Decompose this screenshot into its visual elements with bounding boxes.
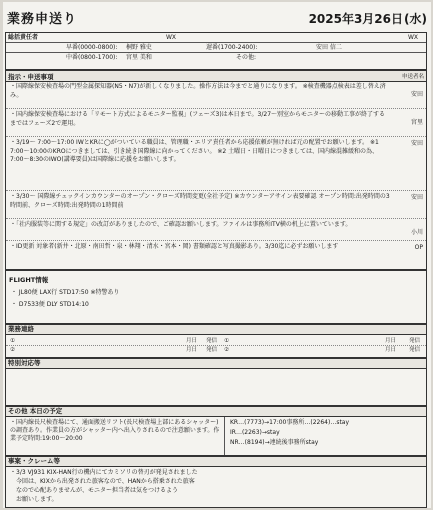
reporter-column-label: 申送者名: [401, 74, 424, 80]
document-title: 業務申送り: [7, 12, 78, 27]
flight-label: FLIGHT情報: [9, 276, 49, 284]
comms-date: 月日: [384, 347, 396, 353]
shift-late-name: 安田 信二: [316, 44, 342, 51]
instruction-item: [6, 83, 426, 109]
schedule-section: [5, 406, 427, 456]
comms-date: 月日: [384, 338, 396, 344]
claims-section: [5, 456, 427, 508]
shift-other: その他:: [236, 54, 257, 61]
schedule-label: その他 本日の予定: [6, 407, 426, 417]
instructions-section: [5, 70, 427, 270]
staff-assignment: NR…(8194)→連続後事務所stay: [230, 439, 319, 446]
comms-sender: 発信: [206, 347, 218, 353]
comms-sender: 発信: [408, 347, 420, 353]
staff-assignment: IR…(2263)→stay: [230, 429, 280, 436]
claims-line: 今回は、KIXから出発された旅客なので、HANから搭乗された旅客: [16, 478, 195, 485]
comms-number: ②: [10, 347, 15, 353]
shift-late: 遅番(1700-2400):: [206, 44, 258, 51]
schedule-divider: [224, 417, 225, 455]
special-label: 特別対応等: [6, 359, 426, 369]
instruction-reporter: 安田: [410, 91, 423, 98]
schedule-note: ・国内線長尺検査場にて、通面搬送リフト(長尺検査場上部にあるシャッター)の調査あり。作業員の方がシャッター内へ出入りされるので注意願います。作業予定時間:19:00〜20:00: [10, 419, 220, 442]
comms-date: 月日: [186, 347, 198, 353]
instruction-reporter: 小川: [410, 229, 423, 236]
instruction-text: ・国内線保安検査場における「リモート方式によるモニター監視」(フェーズ3)は本日まで。3/27〜別室からモニターの移動工事が終了するまではフェーズ2で運用。: [10, 111, 386, 127]
instruction-item: [6, 139, 426, 191]
day-of-week: (水): [404, 12, 427, 26]
instruction-item: [6, 111, 426, 137]
comms-row: [6, 337, 426, 346]
supervisor-header-row: [6, 33, 426, 43]
instruction-reporter: 宮里: [410, 119, 423, 126]
supervisor-row: [6, 43, 426, 53]
handover-sheet: [3, 2, 431, 508]
staff-assignment: KR…(7773)→17:00事務所…(2264)…stay: [230, 419, 350, 426]
flight-section: [5, 270, 427, 324]
shift-early-name: 桐野 雅史: [126, 44, 152, 51]
comms-number: ①: [10, 338, 15, 344]
comms-number: ①: [224, 338, 229, 344]
shift-middle: 中番(0800-1700):: [66, 54, 118, 61]
instruction-reporter: 安田: [410, 140, 423, 147]
comms-sender: 発信: [408, 338, 420, 344]
instructions-header: [6, 71, 426, 82]
claims-label: 事案・クレーム等: [6, 457, 426, 467]
comms-number: ②: [224, 347, 229, 353]
supervisor-row: [6, 53, 426, 62]
flight-row: ・ D7533便 DLY STD14:10: [11, 301, 89, 308]
comms-sender: 発信: [206, 338, 218, 344]
flight-row: ・ JL80便 LAX行 STD17:50 ※特警あり: [11, 289, 120, 296]
comms-row: [6, 346, 426, 354]
instructions-label: 指示・申送事項: [8, 73, 54, 81]
instruction-item: [6, 193, 426, 219]
instruction-item: [6, 243, 426, 267]
instruction-text: ・「社内服装等に関する規定」の改訂がありましたので、ご確認お願いします。ファイルは事務所ITV横の机上に置いています。: [10, 221, 352, 228]
comms-section: [5, 324, 427, 358]
claims-line: なので心配ありませんが、モニター担当者は気をつけるよう: [16, 487, 179, 494]
shift-early: 早番(0000-0800):: [66, 44, 118, 51]
instruction-text: ・ID更新 対象者(新井・北原・南田哲・泉・林翔・清水・宮本・岡) 書類確認と写真撮影あり。3/30迄に必ずお願いします: [10, 243, 339, 250]
supervisor-label: 総括責任者: [8, 34, 39, 41]
supervisor-section: [5, 32, 427, 70]
comms-label: 業務連絡: [6, 325, 426, 335]
claims-line: お願いします。: [16, 496, 58, 503]
instruction-text: ・3/19〜 7:00〜17:00 IWとKRに◯がついている職員は、管理職・エリア責任者から応援依頼が無ければ元の配置でお願いします。 ※1 7:00〜10:00のKROにつきましては、引き続き国際線に向かってください。 ※2 土曜日・日曜日につきましては、国内線混雑緩和の為、7:00〜8:30のIWO(講導要員)は国際線に応援をお願いします。: [10, 139, 379, 163]
instruction-reporter: OP: [414, 244, 423, 251]
instruction-text: ・3/30〜 国際線チェックインカウンターのオープン・クローズ時間変更(全社予定) ※カウンターアサイン表要確認 オープン時間:出発時間の3時間前、クローズ時間:出発時間の1時間前: [10, 193, 390, 209]
special-section: [5, 358, 427, 406]
instruction-item: [6, 221, 426, 241]
instruction-text: ・国際線保安検査場の門型金属探知器(N5・N7)が新しくなりました。操作方法は今までと通りになります。 ※検査機器点検表は差し替え済み。: [10, 83, 386, 99]
wx-right: WX: [407, 34, 418, 41]
document-date: [309, 10, 427, 27]
shift-middle-name: 宮里 美和: [126, 54, 152, 61]
instruction-reporter: 安田: [410, 194, 423, 201]
date-text: 2025年3月26日: [308, 12, 404, 26]
wx-left: WX: [166, 34, 177, 41]
comms-date: 月日: [186, 338, 198, 344]
claims-line: ・3/3 VJ931 KIX-HAN行の機内にてカミソリの替刃が発見されました: [10, 469, 198, 476]
